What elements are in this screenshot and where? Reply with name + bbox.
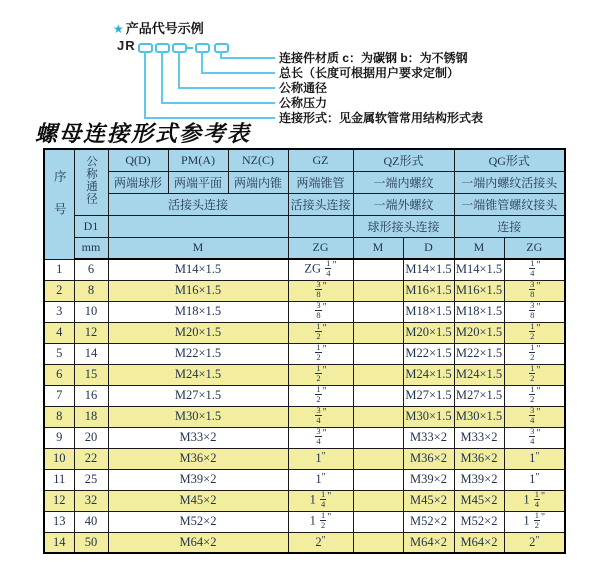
cell-m: M45×2 (108, 490, 288, 511)
label-material: 连接件材质 c：为碳钢 b：为不锈钢 (279, 51, 468, 65)
cell-qg-zg: $\frac{3}{4}$ " (504, 427, 565, 448)
table-row (44, 511, 565, 532)
header-col-nz: NZ(C) (228, 149, 288, 171)
cell-qz-d: M14×1.5 (403, 259, 454, 280)
cell-qz-m (353, 343, 403, 364)
cell-gz: 2" (288, 532, 353, 553)
header-col-qg: QG形式 (454, 149, 565, 171)
cell-m: M64×2 (108, 532, 288, 553)
cell-qg-m: M39×2 (454, 469, 504, 490)
cell-qz-m (353, 427, 403, 448)
cell-qg-zg: $\frac{1}{2}$ " (504, 322, 565, 343)
cell-seq: 9 (44, 427, 74, 448)
table-row (44, 322, 565, 343)
cell-qz-m (353, 259, 403, 280)
cell-seq: 2 (44, 280, 74, 301)
cell-qz-m (353, 280, 403, 301)
cell-dn: 20 (74, 427, 108, 448)
header-qz-connection: 球形接头连接 (353, 215, 454, 237)
table-row (44, 490, 565, 511)
connector-vertical-line (201, 51, 203, 73)
header-empty-gz (288, 215, 353, 237)
cell-gz: 1" (288, 448, 353, 469)
cell-seq: 3 (44, 301, 74, 322)
cell-seq: 13 (44, 511, 74, 532)
header-empty-m (108, 215, 288, 237)
table-row (44, 469, 565, 490)
header-qd-desc: 两端球形 (108, 171, 168, 193)
cell-m: M16×1.5 (108, 280, 288, 301)
header-zg: ZG (288, 237, 353, 259)
cell-gz: $\frac{3}{8}$ " (288, 280, 353, 301)
cell-qg-zg: 2" (504, 532, 565, 553)
cell-qg-zg: $\frac{3}{4}$ " (504, 406, 565, 427)
cell-qz-m (353, 322, 403, 343)
cell-m: M20×1.5 (108, 322, 288, 343)
cell-dn: 40 (74, 511, 108, 532)
cell-gz: $\frac{3}{4}$ " (288, 427, 353, 448)
cell-qz-m (353, 448, 403, 469)
header-gz-connection: 活接头连接 (288, 193, 353, 215)
cell-qz-d: M64×2 (403, 532, 454, 553)
cell-qg-zg: 1 $\frac{1}{2}$ " (504, 511, 565, 532)
connector-horizontal-line (220, 57, 275, 59)
cell-qg-m: M33×2 (454, 427, 504, 448)
cell-qz-m (353, 490, 403, 511)
cell-seq: 14 (44, 532, 74, 553)
cell-qg-zg: $\frac{3}{8}$ " (504, 301, 565, 322)
cell-dn: 12 (74, 322, 108, 343)
header-qg-desc2: 一端锥管螺纹接头 (454, 193, 565, 215)
connector-horizontal-line (201, 72, 275, 74)
header-qz-desc2: 一端外螺纹 (353, 193, 454, 215)
cell-qz-d: M30×1.5 (403, 406, 454, 427)
cell-qg-m: M22×1.5 (454, 343, 504, 364)
cell-gz: $\frac{3}{4}$ " (288, 406, 353, 427)
cell-qg-zg: 1" (504, 469, 565, 490)
cell-dn: 6 (74, 259, 108, 280)
header-qz-d: D (403, 237, 454, 259)
cell-dn: 22 (74, 448, 108, 469)
cell-seq: 4 (44, 322, 74, 343)
table-body (44, 259, 565, 553)
cell-dn: 25 (74, 469, 108, 490)
cell-dn: 50 (74, 532, 108, 553)
cell-qz-d: M27×1.5 (403, 385, 454, 406)
label-nominal-diameter: 公称通径 (279, 81, 328, 95)
cell-seq: 12 (44, 490, 74, 511)
table-row (44, 406, 565, 427)
header-m: M (108, 237, 288, 259)
cell-gz: ZG $\frac{1}{4}$ " (288, 259, 353, 280)
star-icon: ★ (113, 22, 124, 36)
label-connection-form: 连接形式：见金属软管常用结构形式表 (279, 111, 484, 125)
cell-gz: $\frac{1}{2}$ " (288, 322, 353, 343)
header-col-qd: Q(D) (108, 149, 168, 171)
table-row (44, 427, 565, 448)
cell-qz-m (353, 469, 403, 490)
cell-qz-m (353, 364, 403, 385)
cell-dn: 15 (74, 364, 108, 385)
cell-qz-m (353, 511, 403, 532)
cell-qz-d: M52×2 (403, 511, 454, 532)
cell-dn: 18 (74, 406, 108, 427)
cell-dn: 10 (74, 301, 108, 322)
product-code-prefix: JR (117, 38, 136, 53)
cell-dn: 14 (74, 343, 108, 364)
cell-qg-m: M27×1.5 (454, 385, 504, 406)
cell-seq: 6 (44, 364, 74, 385)
cell-m: M33×2 (108, 427, 288, 448)
cell-qg-m: M45×2 (454, 490, 504, 511)
header-d1: D1 (74, 215, 108, 237)
cell-gz: $\frac{3}{8}$ " (288, 301, 353, 322)
cell-seq: 10 (44, 448, 74, 469)
cell-qz-d: M36×2 (403, 448, 454, 469)
connector-horizontal-line (178, 87, 275, 89)
label-total-length: 总长（长度可根据用户要求定制） (279, 66, 460, 80)
header-qz-m: M (353, 237, 403, 259)
cell-qg-m: M16×1.5 (454, 280, 504, 301)
cell-qg-zg: $\frac{1}{2}$ " (504, 385, 565, 406)
cell-qz-m (353, 406, 403, 427)
table-row (44, 343, 565, 364)
header-col-gz: GZ (288, 149, 353, 171)
cell-qg-m: M30×1.5 (454, 406, 504, 427)
cell-qz-d: M22×1.5 (403, 343, 454, 364)
header-seq: 序号 (44, 149, 74, 259)
cell-seq: 8 (44, 406, 74, 427)
table-row (44, 385, 565, 406)
cell-seq: 1 (44, 259, 74, 280)
cell-qg-zg: 1 $\frac{1}{4}$ " (504, 490, 565, 511)
diagram-title (113, 18, 204, 37)
cell-seq: 5 (44, 343, 74, 364)
cell-qz-d: M45×2 (403, 490, 454, 511)
cell-m: M22×1.5 (108, 343, 288, 364)
table-row (44, 280, 565, 301)
header-nz-desc: 两端内锥 (228, 171, 288, 193)
cell-gz: $\frac{1}{2}$ " (288, 364, 353, 385)
header-mm: mm (74, 237, 108, 259)
cell-m: M30×1.5 (108, 406, 288, 427)
cell-qz-d: M24×1.5 (403, 364, 454, 385)
header-pm-desc: 两端平面 (168, 171, 228, 193)
header-col-pm: PM(A) (168, 149, 228, 171)
cell-qz-d: M20×1.5 (403, 322, 454, 343)
cell-qz-d: M39×2 (403, 469, 454, 490)
header-qg-desc1: 一端内螺纹活接头 (454, 171, 565, 193)
table-row (44, 301, 565, 322)
cell-qg-zg: 1" (504, 448, 565, 469)
cell-qz-m (353, 301, 403, 322)
label-nominal-pressure: 公称压力 (279, 96, 328, 110)
table-row (44, 364, 565, 385)
connector-horizontal-line (161, 102, 275, 104)
cell-m: M52×2 (108, 511, 288, 532)
cell-qg-m: M20×1.5 (454, 322, 504, 343)
cell-m: M36×2 (108, 448, 288, 469)
header-qg-zg: ZG (504, 237, 565, 259)
cell-qg-m: M64×2 (454, 532, 504, 553)
cell-qz-m (353, 385, 403, 406)
cell-qg-m: M18×1.5 (454, 301, 504, 322)
table-row (44, 259, 565, 280)
cell-qg-zg: $\frac{3}{8}$ " (504, 280, 565, 301)
cell-dn: 8 (74, 280, 108, 301)
cell-qg-zg: $\frac{1}{4}$ " (504, 259, 565, 280)
cell-seq: 7 (44, 385, 74, 406)
cell-qg-m: M24×1.5 (454, 364, 504, 385)
cell-qg-m: M36×2 (454, 448, 504, 469)
header-union-connection: 活接头连接 (108, 193, 288, 215)
cell-m: M18×1.5 (108, 301, 288, 322)
connector-vertical-line (161, 51, 163, 103)
cell-qz-m (353, 532, 403, 553)
header-qg-m: M (454, 237, 504, 259)
header-qg-connection: 连接 (454, 215, 565, 237)
cell-dn: 32 (74, 490, 108, 511)
cell-m: M14×1.5 (108, 259, 288, 280)
cell-qg-m: M14×1.5 (454, 259, 504, 280)
table-title: 螺母连接形式参考表 (35, 121, 252, 147)
cell-m: M27×1.5 (108, 385, 288, 406)
header-col-qz: QZ形式 (353, 149, 454, 171)
cell-gz: $\frac{1}{2}$ " (288, 343, 353, 364)
table-row (44, 448, 565, 469)
cell-gz: 1" (288, 469, 353, 490)
connector-vertical-line (144, 51, 146, 118)
code-dash (186, 47, 193, 49)
header-qz-desc1: 一端内螺纹 (353, 171, 454, 193)
cell-qg-zg: $\frac{1}{2}$ " (504, 343, 565, 364)
header-gz-desc: 两端锥管 (288, 171, 353, 193)
connector-vertical-line (178, 51, 180, 88)
diagram-title-text: 产品代号示例 (125, 21, 204, 36)
cell-gz: $\frac{1}{2}$ " (288, 385, 353, 406)
header-dn: 公称通径 (74, 149, 108, 215)
nut-connection-table (43, 148, 566, 554)
cell-gz: 1 $\frac{1}{2}$ " (288, 511, 353, 532)
cell-qg-m: M52×2 (454, 511, 504, 532)
cell-qz-d: M33×2 (403, 427, 454, 448)
cell-m: M24×1.5 (108, 364, 288, 385)
cell-qg-zg: $\frac{1}{2}$ " (504, 364, 565, 385)
table-header (44, 149, 565, 259)
cell-m: M39×2 (108, 469, 288, 490)
cell-gz: 1 $\frac{1}{4}$ " (288, 490, 353, 511)
cell-qz-d: M18×1.5 (403, 301, 454, 322)
table-row (44, 532, 565, 553)
cell-seq: 11 (44, 469, 74, 490)
cell-dn: 16 (74, 385, 108, 406)
cell-qz-d: M16×1.5 (403, 280, 454, 301)
